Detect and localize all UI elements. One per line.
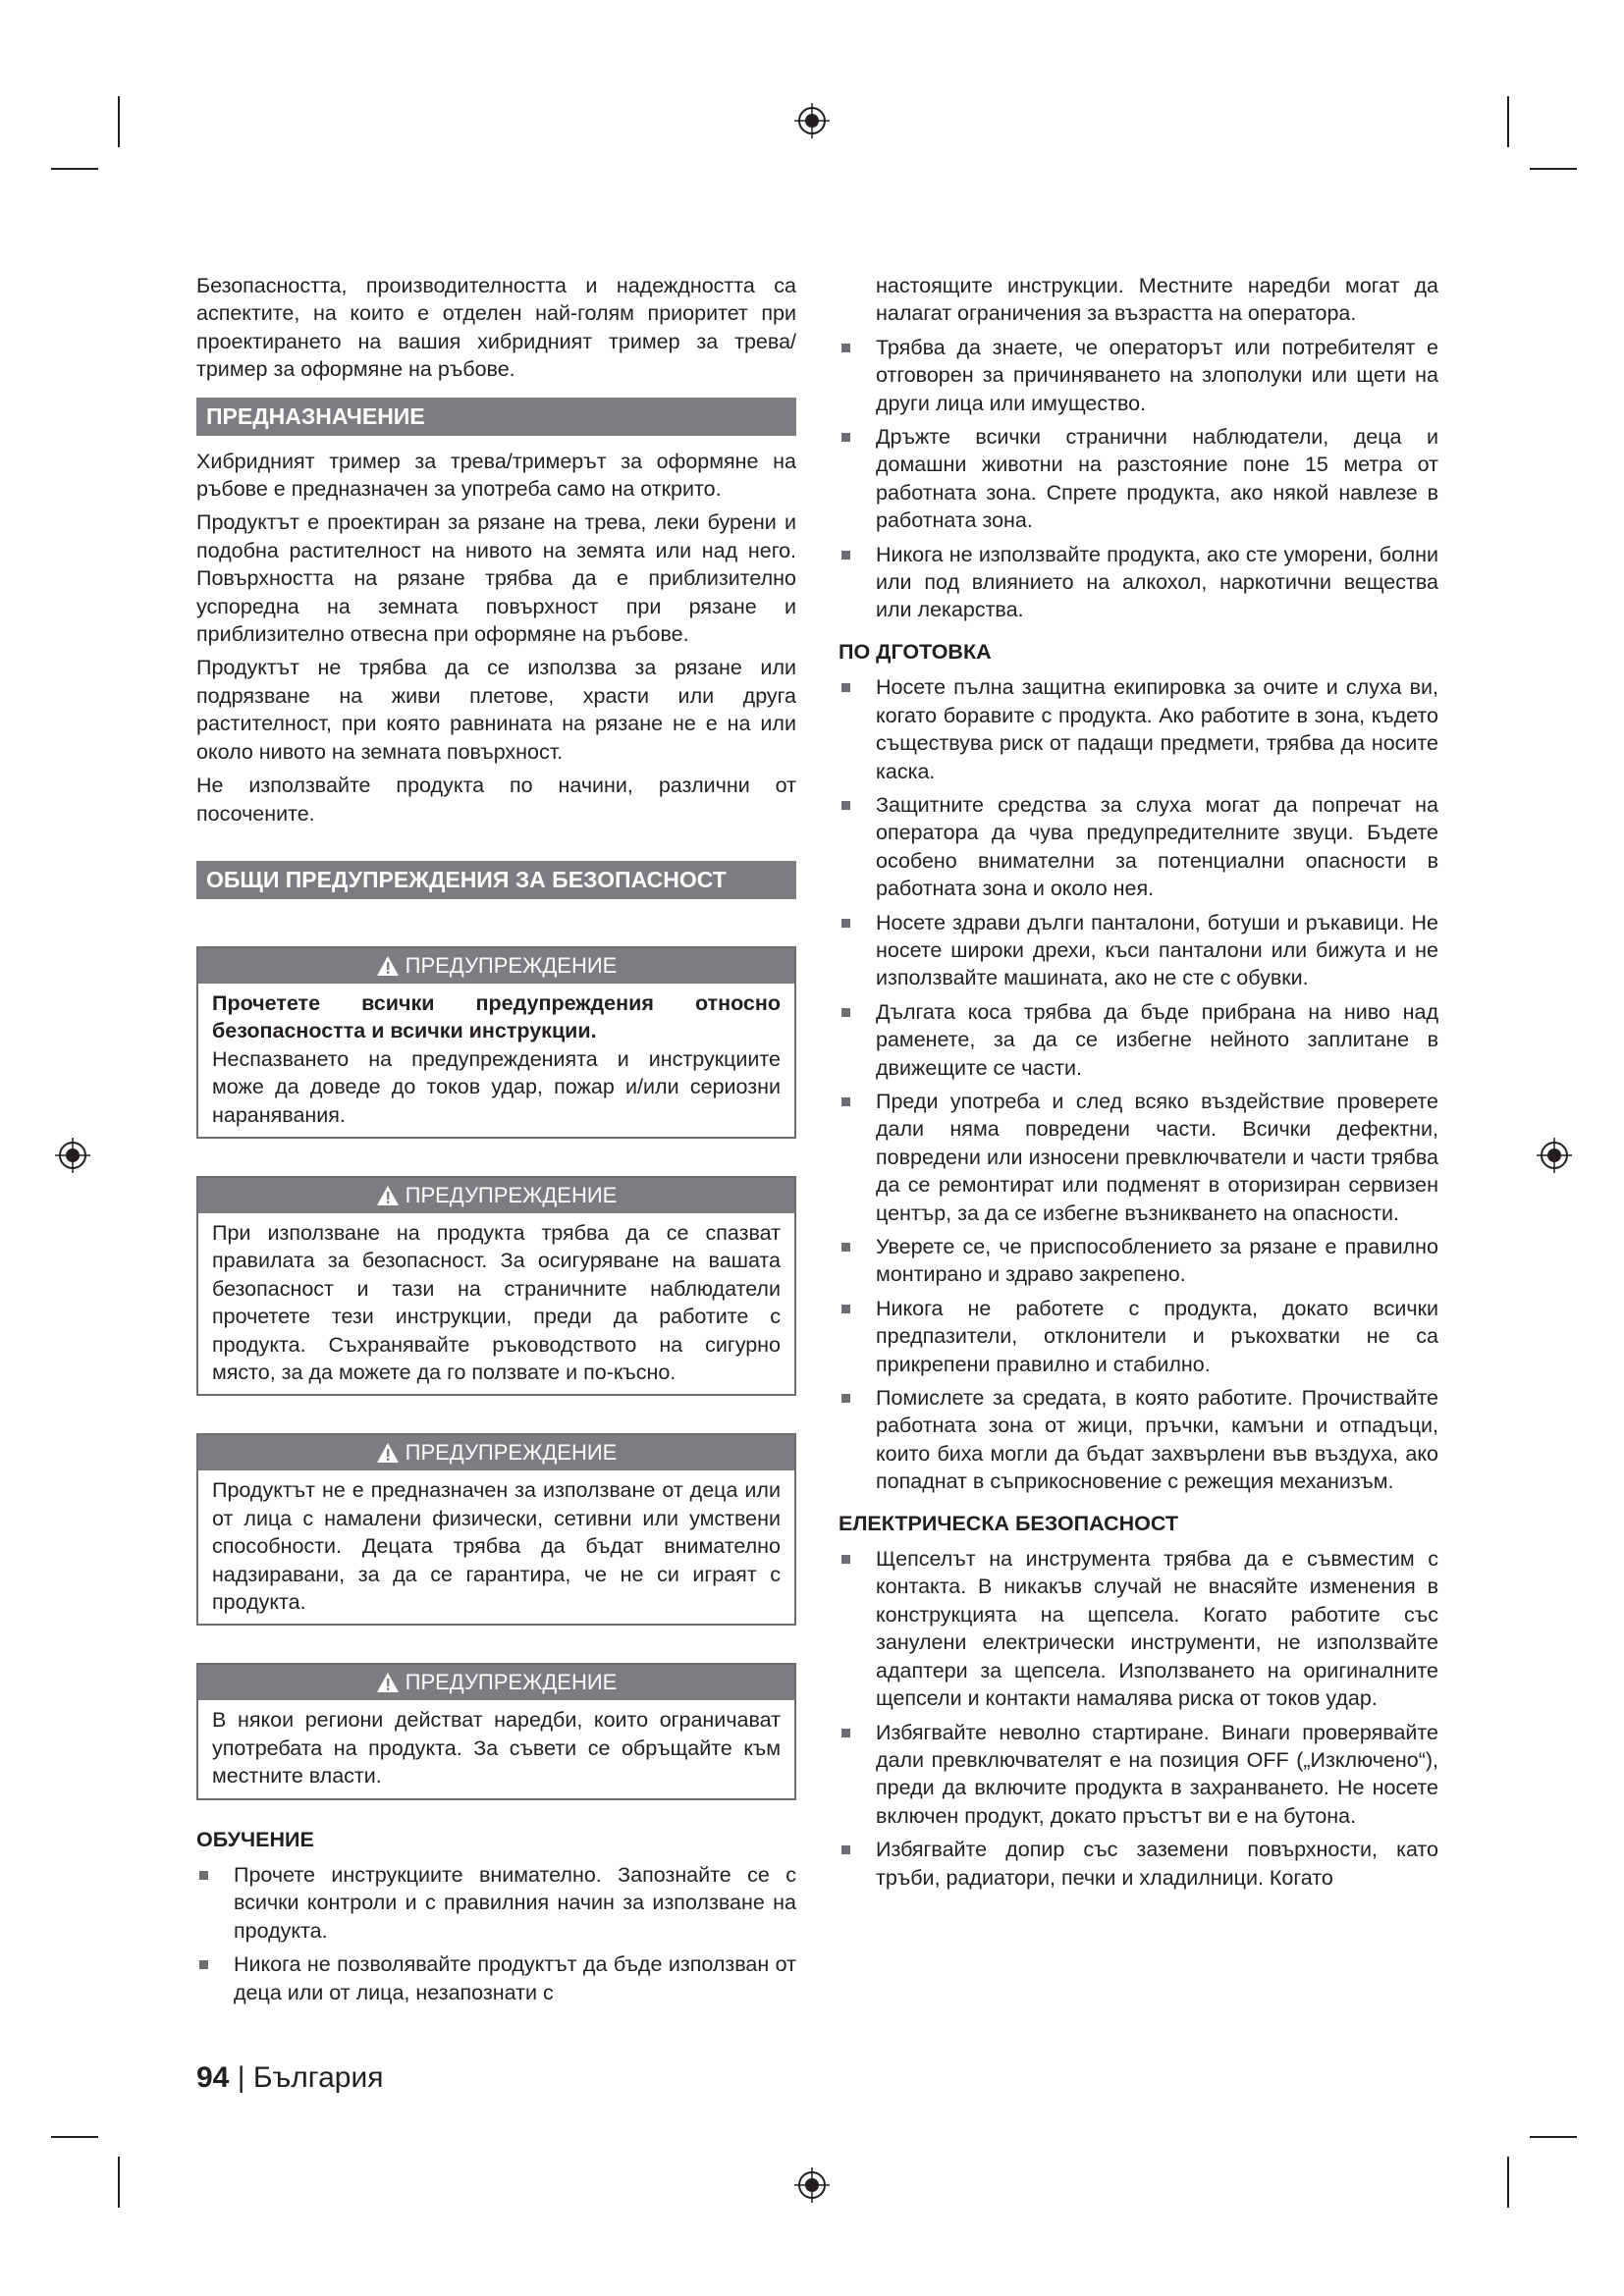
subheading-preparation: ПО ДГОТОВКА (839, 639, 992, 664)
warning-emphasis: Прочетете всички предупреждения относно безопасността и всички инструкции. (212, 990, 781, 1043)
training-list-continued (839, 334, 1438, 624)
warning-triangle-icon (376, 1442, 400, 1464)
list-item: Помислете за средата, в която работите. Прочиствайте работната зона от жици, пръчки, камъни и отпадъци, които биха могли да бъдат захвърлени във въздуха, ако попаднат в съприкосновение с режещия механизъм. (839, 1384, 1438, 1496)
warning-text: При използване на продукта трябва да се спазват правилата за безопасност. За осигуряване на вашата безопасност и тази на страничните наблюдатели прочетете тези инструкции, преди да работите с продукта. Съхранявайте ръководството на сигурно място, за да можете да го ползвате и по-късно. (212, 1220, 781, 1384)
list-item: Трябва да знаете, че операторът или потребителят е отговорен за причиняването на злополуки или щети на други лица или имущество. (839, 334, 1438, 417)
crop-mark (118, 96, 120, 147)
list-item: Защитните средства за слуха могат да попречат на оператора да чува предупредителните звуци. Бъдете особено внимателни за потенциални опасности в работната зона и около нея. (839, 791, 1438, 903)
list-item: Никога не работете с продукта, докато всички предпазители, отклонители и ръкохватки не са прикрепени правилно и стабилно. (839, 1295, 1438, 1378)
warning-header: ПРЕДУПРЕЖДЕНИЕ (198, 1435, 794, 1470)
warning-header: ПРЕДУПРЕЖДЕНИЕ (198, 1665, 794, 1700)
crop-mark (1530, 168, 1577, 170)
registration-mark-icon (792, 2165, 832, 2205)
list-item: Дългата коса трябва да бъде прибрана на ниво над раменете, за да се избегне нейното заплитане в движещите се части. (839, 998, 1438, 1082)
crop-mark (51, 2136, 98, 2138)
intro-paragraph: Безопасността, производителността и надеждността са аспектите, на които е отделен най-голям приоритет при проектирането на вашия хибридният тример за трева/тример за оформяне на ръбове. (196, 274, 796, 382)
footer-country: България (252, 2061, 384, 2094)
warning-header: ПРЕДУПРЕЖДЕНИЕ (198, 948, 794, 984)
warning-box (196, 946, 796, 1139)
crop-mark (1530, 2136, 1577, 2138)
warning-body (198, 984, 794, 1137)
warning-triangle-icon (376, 1185, 400, 1206)
crop-mark (118, 2157, 120, 2208)
warning-box (196, 1663, 796, 1799)
list-item: Никога не позволявайте продуктът да бъде използван от деца или от лица, незапознати с (196, 1950, 796, 2006)
list-item: Никога не използвайте продукта, ако сте уморени, болни или под влиянието на алкохол, наркотични вещества или лекарства. (839, 541, 1438, 624)
page-number: 94 (196, 2061, 230, 2094)
list-item: Избягвайте допир със заземени повърхности, като тръби, радиатори, печки и хладилници. Когато (839, 1836, 1438, 1892)
warning-body (198, 1470, 794, 1624)
section-heading-intended-use: ПРЕДНАЗНАЧЕНИЕ (196, 398, 796, 436)
preparation-list (839, 673, 1438, 1495)
paragraph: Хибридният тример за трева/тримерът за оформяне на ръбове е предназначен за употреба само на открито. (196, 449, 796, 502)
subheading-training: ОБУЧЕНИЕ (196, 1827, 314, 1851)
training-list (196, 1861, 796, 2006)
list-item: Дръжте всички странични наблюдатели, деца и домашни животни на разстояние поне 15 метра от работната зона. Спрете продукта, ако някой навлезе в работната зона. (839, 423, 1438, 535)
subheading-electrical-safety: ЕЛЕКТРИЧЕСКА БЕЗОПАСНОСТ (839, 1511, 1178, 1535)
footer-separator: | (237, 2061, 245, 2094)
crop-mark (51, 168, 98, 170)
warning-text: Продуктът не е предназначен за използване от деца или от лица с намалени физически, сетивни или умствени способности. Децата трябва да бъдат внимателно надзиравани, за да се гарантира, че не си играят с продукта. (212, 1478, 781, 1614)
warning-triangle-icon (376, 1672, 400, 1693)
electrical-list (839, 1545, 1438, 1892)
continuation-paragraph: настоящите инструкции. Местните наредби могат да налагат ограничения за възрастта на оператора. (876, 274, 1438, 326)
list-item: Носете пълна защитна екипировка за очите и слуха ви, когато боравите с продукта. Ако работите в зона, където съществува риск от падащи предмети, трябва да носите каска. (839, 673, 1438, 785)
list-item: Преди употреба и след всяко въздействие проверете дали няма повредени части. Всички дефектни, повредени или износени превключватели и части трябва да се ремонтират или подменят в оторизиран сервизен център, за да се избегне възникването на опасности. (839, 1088, 1438, 1227)
crop-mark (1507, 2157, 1509, 2208)
paragraph: Продуктът е проектиран за рязане на трева, леки бурени и подобна растителност на нивото на земята или над него. Повърхността на рязане трябва да е приблизително успоредна на земната повърхност при рязане и приблизително отвесна при оформяне на ръбове. (196, 510, 796, 647)
warning-body (198, 1700, 794, 1797)
list-item: Избягвайте неволно стартиране. Винаги проверявайте дали превключвателят е на позиция OFF („Изключено“), преди да включите продукта в захранването. Не носете включен продукт, докато пръстът ви е на бутона. (839, 1719, 1438, 1831)
section-heading-general-safety: ОБЩИ ПРЕДУПРЕЖДЕНИЯ ЗА БЕЗОПАСНОСТ (196, 861, 796, 899)
registration-mark-icon (1535, 1136, 1574, 1175)
registration-mark-icon (792, 101, 832, 140)
warning-body (198, 1213, 794, 1394)
registration-mark-icon (53, 1136, 92, 1175)
list-item: Щепселът на инструмента трябва да е съвместим с контакта. В никакъв случай не внасяйте изменения в конструкцията на щепсела. Когато работите със занулени електрически инструменти, не използвайте адаптери за щепсела. Използването на оригиналните щепсели и контакти намалява риска от токов удар. (839, 1545, 1438, 1712)
list-item: Прочете инструкциите внимателно. Запознайте се с всички контроли и с правилния начин за използване на продукта. (196, 1861, 796, 1945)
left-column (196, 272, 796, 2012)
list-item: Уверете се, че приспособлението за рязане е правилно монтирано и здраво закрепено. (839, 1233, 1438, 1289)
paragraph: Продуктът не трябва да се използва за рязане или подрязване на живи плетове, храсти или друга растителност, при която равнината на рязане не е на или около нивото на земната повърхност. (196, 656, 796, 764)
warning-triangle-icon (376, 955, 400, 977)
paragraph: Не използвайте продукта по начини, различни от посочените. (196, 774, 796, 826)
page-footer (196, 2061, 383, 2095)
warning-box (196, 1433, 796, 1626)
list-item: Носете здрави дълги панталони, ботуши и ръкавици. Не носете широки дрехи, къси панталони или бижута и не използвайте машината, ако не сте с обувки. (839, 909, 1438, 992)
right-column (839, 272, 1438, 1897)
warning-text: Неспазването на предупрежденията и инструкциите може да доведе до токов удар, пожар и/или сериозни наранявания. (212, 1046, 781, 1127)
warning-box (196, 1176, 796, 1396)
warning-text: В някои региони действат наредби, които ограничават употребата на продукта. За съвети се обръщайте към местните власти. (212, 1708, 781, 1789)
warning-header: ПРЕДУПРЕЖДЕНИЕ (198, 1178, 794, 1213)
crop-mark (1507, 96, 1509, 147)
